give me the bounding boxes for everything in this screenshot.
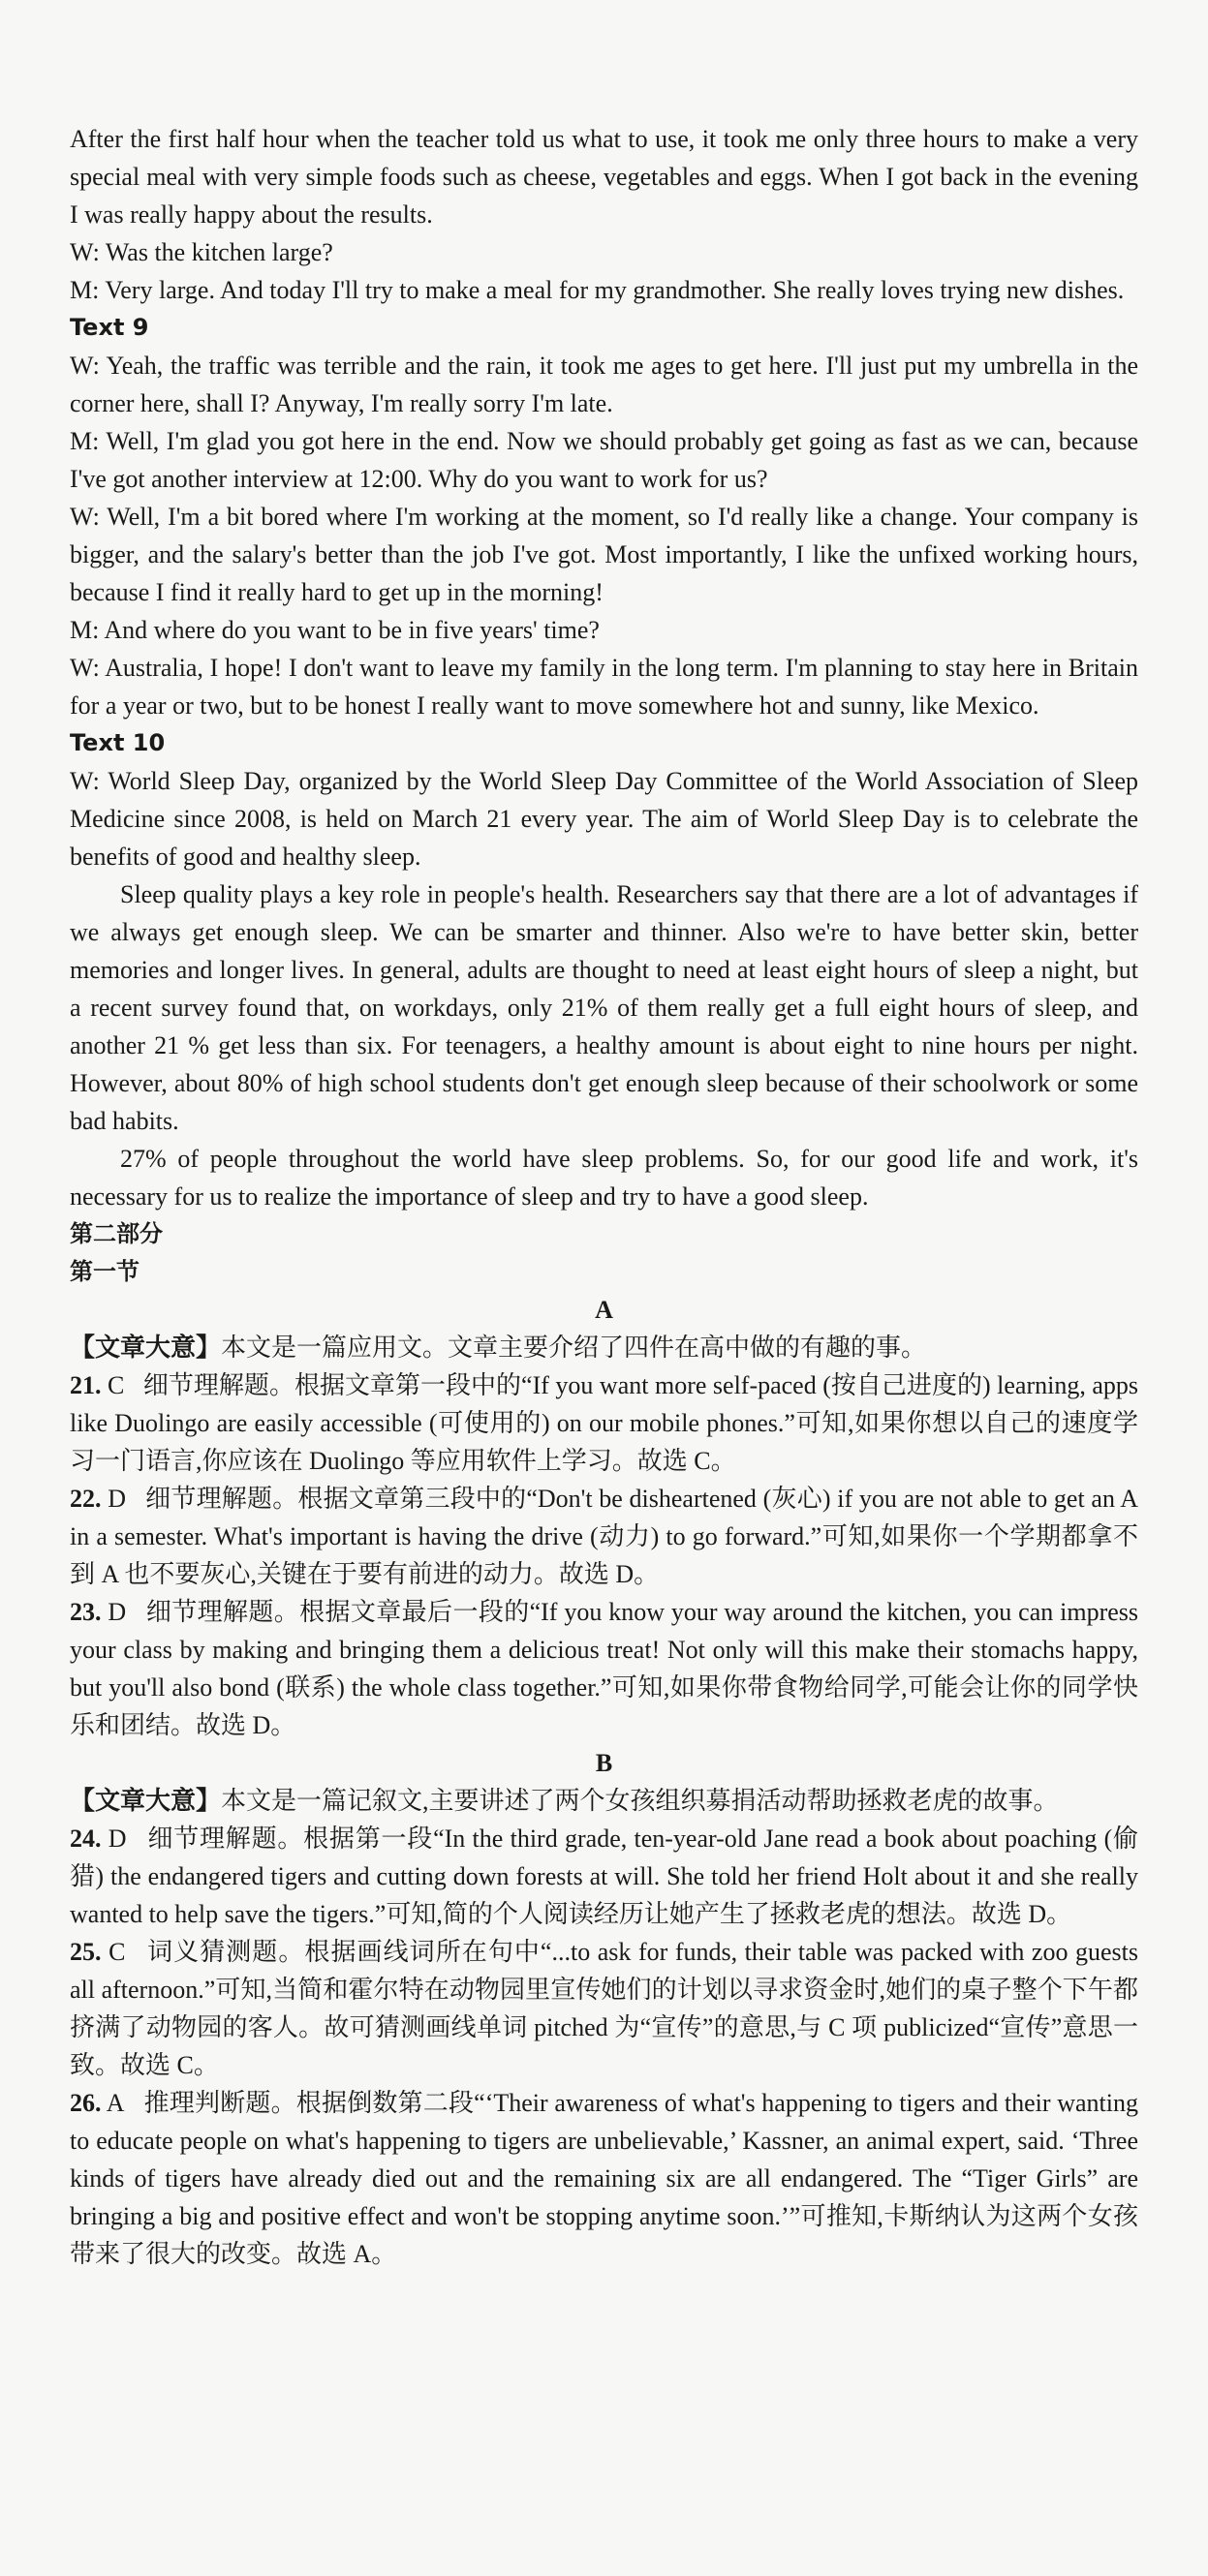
text10-paragraph: Sleep quality plays a key role in people's health. Researchers say that there are a lot of advantages if we always get enough sleep. We can be smarter and thinner. Also we're to have better skin, better memories and longer lives. In general, adults are thought to need at least eight hours of sleep a night, but a recent survey found that, on workdays, only 21% of them really get a full eight hours of sleep, and another 21 % get less than six. For teenagers, a healthy amount is about eight to nine hours per night. However, about 80% of high school students don't get enough sleep because of their schoolwork or some bad habits. <box>70 880 1138 1135</box>
question-number: 24. <box>70 1825 102 1853</box>
text9-line: W: Well, I'm a bit bored where I'm working at the moment, so I'd really like a change. Your company is bigger, and the salary's better than the job I've got. Most importantly, I like the unfixed working hours, because I find it really hard to get up in the morning! <box>70 503 1138 606</box>
summary-label: 【文章大意】 <box>70 1787 222 1815</box>
question-26 <box>70 2084 1138 2273</box>
text9-line: W: Yeah, the traffic was terrible and the rain, it took me ages to get here. I'll just put my umbrella in the corner here, shall I? Anyway, I'm really sorry I'm late. <box>70 352 1138 417</box>
question-24 <box>70 1820 1138 1933</box>
question-number: 21. <box>70 1371 102 1399</box>
question-answer: C <box>108 1371 125 1399</box>
question-25 <box>70 1933 1138 2084</box>
summary-label: 【文章大意】 <box>70 1334 222 1362</box>
question-answer: D <box>108 1485 126 1513</box>
question-answer: A <box>106 2089 125 2117</box>
text8-line: W: Was the kitchen large? <box>70 238 333 266</box>
question-22 <box>70 1480 1138 1593</box>
passage-b-letter: B <box>595 1749 613 1777</box>
passage-a-summary <box>70 1329 1138 1366</box>
part2-title: 第二部分 <box>70 1220 163 1247</box>
question-21 <box>70 1366 1138 1480</box>
question-answer: D <box>108 1598 127 1626</box>
question-explanation: 细节理解题。根据文章第一段中的“If you want more self-paced (按自己进度的) learning, apps like Duolingo are easily accessible (可使用的) on our mobile phones.”可知,如果你想以自己的速度学习一门语言,你应该在 Duolingo 等应用软件上学习。故选 C。 <box>70 1371 1138 1475</box>
question-explanation: 细节理解题。根据文章最后一段的“If you know your way around the kitchen, you can impress your class by making and bringing them a delicious treat! Not only will this make their stomachs happy, but you'll also bond (联系) the whole class together.”可知,如果你带食物给同学,可能会让你的同学快乐和团结。故选 D。 <box>70 1598 1139 1739</box>
text8-paragraph: After the first half hour when the teacher told us what to use, it took me only three hours to make a very special meal with very simple foods such as cheese, vegetables and eggs. When I got back in the evening I was really happy about the results. <box>70 125 1138 229</box>
question-explanation: 推理判断题。根据倒数第二段“‘Their awareness of what's happening to tigers and their wanting to educate people on what's happening to tigers are unbelievable,’ Kassner, an animal expert, said. ‘Three kinds of tigers have already died out and the remaining six are all endangered. The “Tiger Girls” are bringing a big and positive effect and won't be stopping anytime soon.’”可推知,卡斯纳认为这两个女孩带来了很大的改变。故选 A。 <box>70 2089 1138 2268</box>
question-answer: C <box>108 1938 126 1966</box>
text9-line: M: And where do you want to be in five years' time? <box>70 616 600 644</box>
text10-line: W: World Sleep Day, organized by the World Sleep Day Committee of the World Association of Sleep Medicine since 2008, is held on March 21 every year. The aim of World Sleep Day is to celebrate the benefits of good and healthy sleep. <box>70 767 1138 871</box>
passage-a-letter: A <box>595 1296 613 1324</box>
text9-line: W: Australia, I hope! I don't want to leave my family in the long term. I'm planning to stay here in Britain for a year or two, but to be honest I really want to move somewhere hot and sunny, like Mexico. <box>70 654 1138 720</box>
text8-line: M: Very large. And today I'll try to make a meal for my grandmother. She really loves trying new dishes. <box>70 276 1125 304</box>
text9-line: M: Well, I'm glad you got here in the end. Now we should probably get going as fast as we can, because I've got another interview at 12:00. Why do you want to work for us? <box>70 427 1138 493</box>
question-number: 23. <box>70 1598 102 1626</box>
text10-title: Text 10 <box>70 729 166 756</box>
question-explanation: 细节理解题。根据文章第三段中的“Don't be disheartened (灰心) if you are not able to get an A in a semester. What's important is having the drive (动力) to go forward.”可知,如果你一个学期都拿不到 A 也不要灰心,关键在于要有前进的动力。故选 D。 <box>70 1485 1139 1588</box>
question-number: 25. <box>70 1938 102 1966</box>
question-23 <box>70 1593 1138 1744</box>
question-explanation: 词义猜测题。根据画线词所在句中“...to ask for funds, their table was packed with zoo guests all afternoon.”可知,当简和霍尔特在动物园里宣传她们的计划以寻求资金时,她们的桌子整个下午都挤满了动物园的客人。故可猜测画线单词 pitched 为“宣传”的意思,与 C 项 publicized“宣传”意思一致。故选 C。 <box>70 1938 1138 2079</box>
question-number: 22. <box>70 1485 102 1513</box>
summary-text: 本文是一篇应用文。文章主要介绍了四件在高中做的有趣的事。 <box>221 1334 927 1362</box>
passage-b-summary <box>70 1782 1138 1820</box>
text10-paragraph: 27% of people throughout the world have sleep problems. So, for our good life and work, it's necessary for us to realize the importance of sleep and try to have a good sleep. <box>70 1145 1138 1211</box>
summary-text: 本文是一篇记叙文,主要讲述了两个女孩组织募捐活动帮助拯救老虎的故事。 <box>221 1787 1059 1815</box>
part2-section: 第一节 <box>70 1258 139 1285</box>
text9-title: Text 9 <box>70 314 149 341</box>
question-explanation: 细节理解题。根据第一段“In the third grade, ten-year-old Jane read a book about poaching (偷猎) the endangered tigers and cutting down forests at will. She told her friend Holt about it and she really wanted to help save the tigers.”可知,简的个人阅读经历让她产生了拯救老虎的想法。故选 D。 <box>70 1825 1139 1928</box>
question-answer: D <box>108 1825 127 1853</box>
question-number: 26. <box>70 2089 102 2117</box>
